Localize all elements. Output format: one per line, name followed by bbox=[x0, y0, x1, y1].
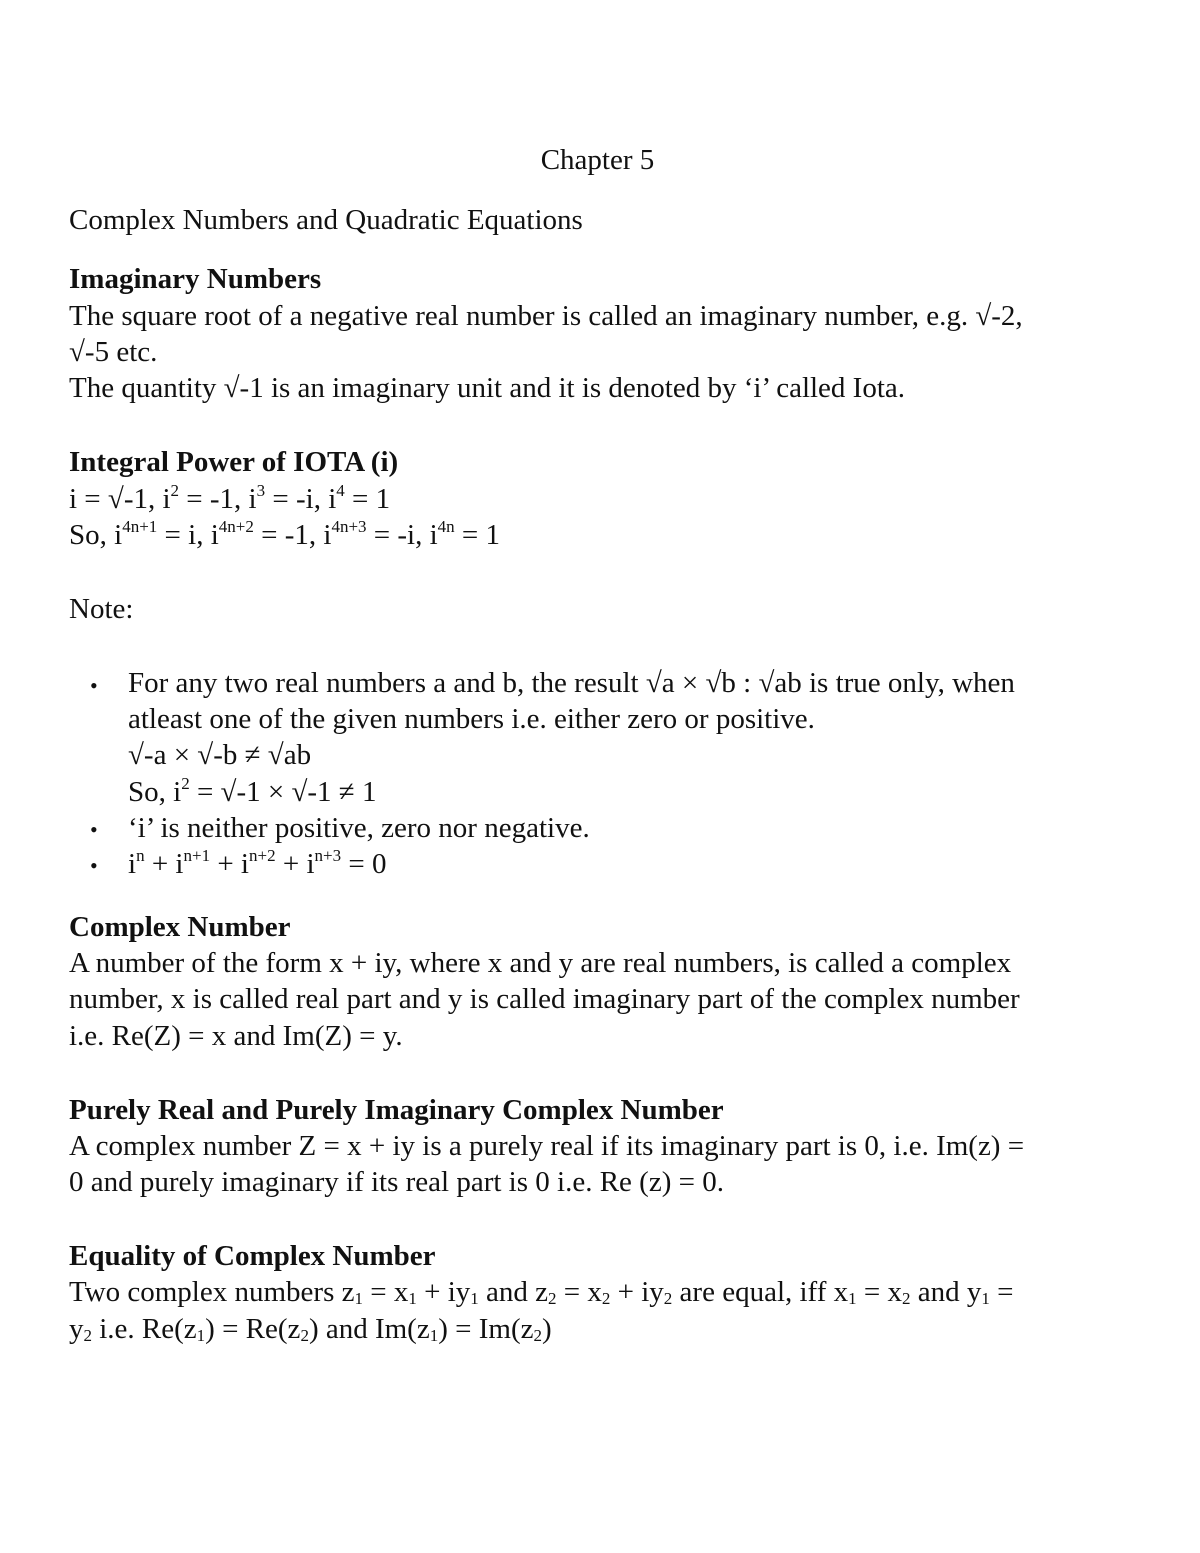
bullet-marker: • bbox=[90, 817, 98, 842]
note-item-text: So, $i^2 = √-1 \times √-1 \ne 1$ bbox=[128, 774, 377, 808]
imaginary-text-line: √-5 etc. bbox=[69, 336, 158, 368]
purely-real-imaginary-heading: Purely Real and Purely Imaginary Complex Number bbox=[69, 1094, 724, 1126]
imaginary-numbers-heading: Imaginary Numbers bbox=[69, 263, 322, 295]
chapter-title: Chapter 5 bbox=[540, 144, 655, 176]
iota-powers-line: i = √-1, $i^2 = -1$, $i^3 = -i$, $i^4 = 1$ bbox=[69, 481, 391, 515]
note-item-text: atleast one of the given numbers i.e. either zero or positive. bbox=[128, 703, 815, 735]
iota-general-powers-line: So, $i^{4n+1} = i$, $i^{4n+2} = -1$, $i^{4n+3} = -i$, $i^{4n} = 1$ bbox=[69, 517, 501, 551]
note-item-text: $i^n + i^{n+1} + i^{n+2} + i^{n+3} = 0$ bbox=[128, 846, 387, 880]
note-item-text: ‘i’ is neither positive, zero nor negative. bbox=[128, 812, 590, 844]
bullet-marker: • bbox=[90, 673, 98, 698]
equality-text-line: Two complex numbers $z_1 = x_1 + iy_1$ and $z_2 = x_2 + iy_2$ are equal, iff $x_1 = x_2$ and $y_1$ = bbox=[69, 1276, 1014, 1308]
iota-heading: Integral Power of IOTA (i) bbox=[69, 446, 399, 478]
note-label: Note: bbox=[69, 593, 134, 625]
bullet-marker: • bbox=[90, 853, 98, 878]
complex-text-line: number, x is called real part and y is called imaginary part of the complex number bbox=[69, 983, 1020, 1015]
purely-text-line: A complex number Z = x + iy is a purely real if its imaginary part is 0, i.e. Im(z) = bbox=[69, 1130, 1025, 1162]
imaginary-text-line: The quantity √-1 is an imaginary unit and it is denoted by ‘i’ called Iota. bbox=[69, 372, 906, 404]
note-item-text: For any two real numbers a and b, the result √a × √b : √ab is true only, when bbox=[128, 667, 1015, 699]
chapter-subtitle: Complex Numbers and Quadratic Equations bbox=[69, 204, 583, 236]
complex-text-line: i.e. Re(Z) = x and Im(Z) = y. bbox=[69, 1020, 403, 1052]
equality-heading: Equality of Complex Number bbox=[69, 1240, 436, 1272]
purely-text-line: 0 and purely imaginary if its real part is 0 i.e. Re (z) = 0. bbox=[69, 1166, 724, 1198]
equality-text-line: $y_2$ i.e. $Re(z_1) = Re(z_2)$ and $Im(z_1) = Im(z_2)$ bbox=[69, 1313, 552, 1345]
imaginary-text-line: The square root of a negative real number is called an imaginary number, e.g. √-2, bbox=[69, 300, 1023, 332]
complex-number-heading: Complex Number bbox=[69, 911, 291, 943]
complex-text-line: A number of the form x + iy, where x and y are real numbers, is called a complex bbox=[69, 947, 1012, 979]
note-item-text: √-a × √-b ≠ √ab bbox=[128, 739, 312, 771]
